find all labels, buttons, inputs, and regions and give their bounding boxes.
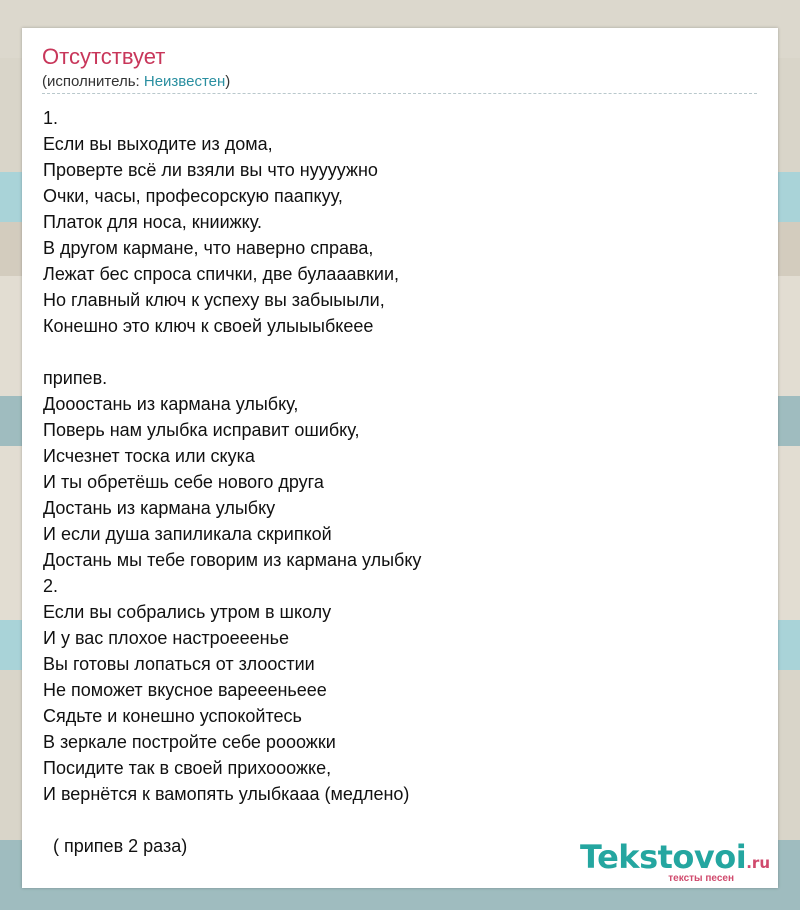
- lyric-line: Если вы собрались утром в школу: [43, 602, 332, 622]
- lyric-line: Лежат бес спроса спички, две булааавкии,: [43, 264, 400, 284]
- logo-word: Tekstovoi: [580, 838, 747, 876]
- lyric-line: Дооостань из кармана улыбку,: [43, 394, 299, 414]
- lyric-line: И вернётся к вамопять улыбкааа (медлено): [43, 784, 410, 804]
- song-title: Отсутствует: [42, 44, 166, 69]
- lyric-line: Поверь нам улыбка исправит ошибку,: [43, 420, 360, 440]
- lyric-line: Платок для носа, книижку.: [43, 212, 262, 232]
- lyric-line: Вы готовы лопаться от злоостии: [43, 654, 315, 674]
- artist-prefix: (исполнитель:: [42, 73, 144, 90]
- logo-wordmark: [580, 838, 770, 876]
- lyric-line: Конешно это ключ к своей улыыыбкеее: [43, 316, 374, 336]
- lyrics-card: [22, 28, 778, 888]
- divider: [42, 93, 757, 94]
- lyric-line: Сядьте и конешно успокойтесь: [43, 706, 302, 726]
- site-logo[interactable]: [560, 838, 770, 884]
- lyric-line: [43, 339, 763, 365]
- lyric-line: Посидите так в своей прихооожке,: [43, 758, 332, 778]
- lyric-line: И если душа запиликала скрипкой: [43, 524, 332, 544]
- lyric-line: 2.: [43, 576, 59, 596]
- lyrics-body: [43, 105, 763, 859]
- logo-tld: .ru: [746, 854, 770, 872]
- lyric-line: Достань из кармана улыбку: [43, 498, 276, 518]
- lyric-line: И ты обретёшь себе нового друга: [43, 472, 324, 492]
- lyric-line: Достань мы тебе говорим из кармана улыбку: [43, 550, 422, 570]
- lyric-line: Исчезнет тоска или скука: [43, 446, 255, 466]
- lyric-line: В другом кармане, что наверно справа,: [43, 238, 374, 258]
- lyric-line: [43, 807, 763, 833]
- lyric-line: Если вы выходите из дома,: [43, 134, 273, 154]
- lyric-line: Очки, часы, професорскую паапкуу,: [43, 186, 343, 206]
- artist-link[interactable]: Неизвестен: [143, 73, 226, 90]
- lyric-line: В зеркале постройте себе рооожки: [43, 732, 336, 752]
- logo-tagline: тексты песен: [668, 873, 734, 884]
- lyric-line: И у вас плохое настроееенье: [43, 628, 289, 648]
- lyric-line: припев.: [43, 368, 108, 388]
- lyric-line: Проверте всё ли взяли вы что нуууужно: [43, 160, 378, 180]
- lyric-line: Но главный ключ к успеху вы забыыыли,: [43, 290, 385, 310]
- lyric-line: Не поможет вкусное варееeньеее: [43, 680, 327, 700]
- artist-suffix: ): [225, 73, 231, 90]
- lyric-line: ( припев 2 раза): [43, 836, 188, 856]
- artist-line: [42, 73, 230, 90]
- lyric-line: 1.: [43, 108, 59, 128]
